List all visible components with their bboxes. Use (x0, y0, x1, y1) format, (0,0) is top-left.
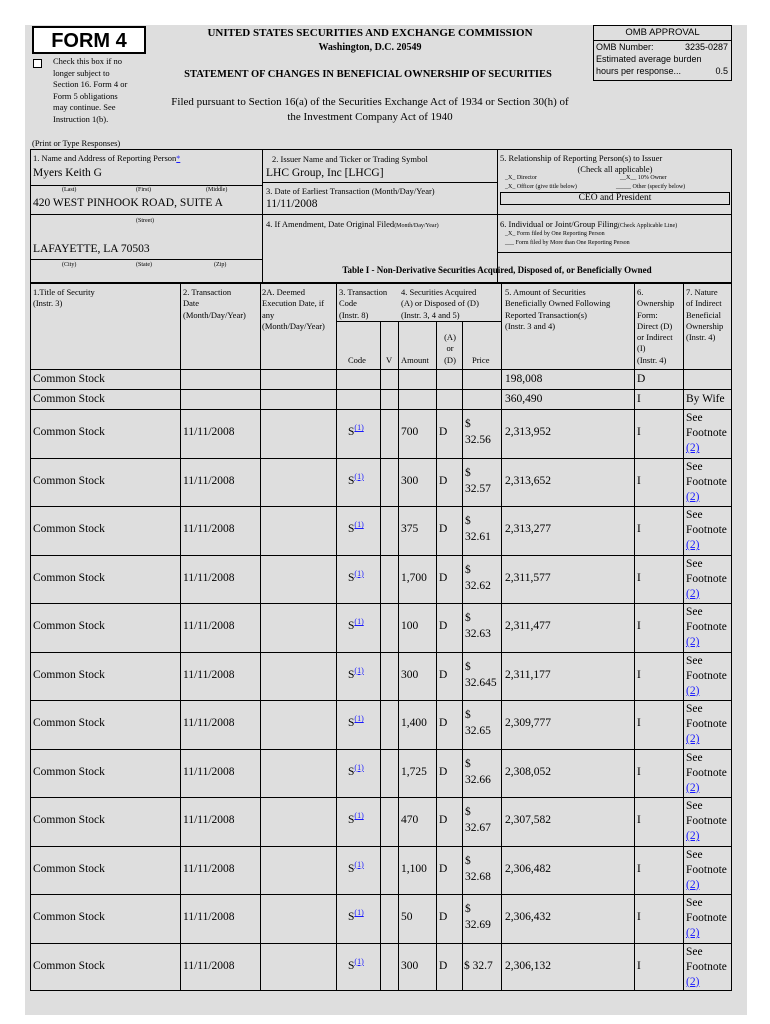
header-transaction-code (339, 287, 387, 321)
checkbox-instructions-line: Section 16. Form 4 or (53, 79, 128, 90)
officer-title-box (500, 192, 730, 205)
price-currency-symbol: $ (465, 854, 471, 867)
code-footnote-link[interactable]: (1) (354, 471, 364, 481)
transaction-code-letter: S (348, 814, 355, 827)
amount-owned: 2,308,052 (505, 765, 551, 778)
nature-footnote-link[interactable]: (2) (686, 781, 700, 794)
code-footnote-link[interactable]: (1) (354, 617, 364, 627)
transaction-code-letter: S (348, 426, 355, 439)
header-transaction-date-line: (Month/Day/Year) (183, 309, 246, 320)
city-label: (City) (62, 262, 77, 268)
transaction-code (348, 568, 364, 585)
acquired-or-disposed: D (439, 474, 448, 487)
transaction-price: $ 32.7 (464, 959, 493, 972)
header-amount-owned-line: Beneficially Owned Following (505, 298, 611, 309)
earliest-transaction-label: 3. Date of Earliest Transaction (Month/Day/Year) (266, 186, 435, 196)
ownership-form: I (637, 523, 641, 536)
header-title-of-security-line: (Instr. 3) (33, 298, 63, 309)
transaction-amount: 375 (401, 523, 419, 536)
header-ownership-form-line: or Indirect (637, 332, 673, 343)
acquired-or-disposed: D (439, 668, 448, 681)
table-row (0, 797, 770, 846)
transaction-code (348, 762, 364, 779)
header-transaction-code-line: 3. Transaction (339, 287, 388, 297)
transaction-amount: 300 (401, 474, 419, 487)
other-option: _____ Other (specify below) (616, 184, 686, 190)
transaction-date: 11/11/2008 (183, 814, 235, 827)
nature-of-ownership: See (686, 557, 703, 570)
ownership-form: I (637, 620, 641, 633)
table-row (0, 943, 770, 992)
transaction-code-letter: S (348, 959, 355, 972)
transaction-amount: 1,725 (401, 765, 427, 778)
ownership-form: I (637, 862, 641, 875)
transaction-code (348, 910, 364, 924)
officer-title: CEO and President (578, 193, 652, 203)
header-acquired-disposed-line: (D) (444, 354, 456, 365)
director-option: _X_ Director (505, 175, 537, 181)
ten-percent-owner-option: __X__ 10% Owner (620, 175, 667, 181)
amount-owned: 2,307,582 (505, 814, 551, 827)
code-footnote-link[interactable]: (1) (354, 908, 364, 918)
transaction-price: 32.645 (465, 676, 497, 689)
table-row (0, 749, 770, 798)
header-transaction-date-line: Date (183, 298, 200, 309)
ownership-form: I (637, 911, 641, 924)
header-deemed-execution-date-line: any (262, 309, 275, 320)
header-ownership-form-line: Form: (637, 309, 658, 320)
nature-of-ownership: Footnote (686, 669, 727, 682)
security-title: Common Stock (33, 474, 105, 487)
header-title-of-security (33, 287, 95, 310)
transaction-amount: 470 (401, 814, 419, 827)
transaction-code-letter: S (348, 571, 355, 584)
amount-owned: 2,306,132 (505, 959, 551, 972)
amount-owned: 2,313,652 (505, 474, 551, 487)
header-amount-owned-line: (Instr. 3 and 4) (505, 320, 556, 331)
price-currency-symbol: $ (465, 709, 471, 722)
table-row (0, 506, 770, 555)
header-deemed-execution-date (262, 287, 325, 332)
acquired-or-disposed: D (439, 717, 448, 730)
transaction-date: 11/11/2008 (183, 862, 235, 875)
transaction-code (348, 956, 364, 973)
nature-of-ownership: See (686, 800, 703, 813)
filed-pursuant-line2: the Investment Company Act of 1940 (287, 111, 453, 123)
price-currency-symbol: $ (465, 612, 471, 625)
table-row (0, 846, 770, 895)
security-title: Common Stock (33, 814, 105, 827)
price-currency-symbol: $ (465, 806, 471, 819)
header-ownership-form-line: 6. (637, 287, 644, 297)
nature-of-ownership: Footnote (686, 863, 727, 876)
security-title: Common Stock (33, 862, 105, 875)
omb-number-value: 3235-0287 (684, 42, 728, 52)
transaction-code (348, 522, 364, 536)
last-label: (Last) (62, 187, 77, 193)
transaction-amount: 50 (401, 911, 413, 924)
header-transaction-code-line: Code (339, 298, 357, 309)
transaction-price: 32.65 (465, 725, 491, 738)
acquired-or-disposed: D (439, 862, 448, 875)
print-note: (Print or Type Responses) (32, 138, 121, 148)
relationship-label: 5. Relationship of Reporting Person(s) to Issuer (500, 153, 663, 163)
reporting-person-name: Myers Keith G (33, 167, 102, 179)
transaction-code-letter: S (348, 911, 355, 924)
amount-owned: 2,313,952 (505, 426, 551, 439)
transaction-code-letter: S (348, 474, 355, 487)
transaction-code (348, 471, 364, 488)
nature-of-ownership: See (686, 509, 703, 522)
nature-of-ownership: Footnote (686, 572, 727, 585)
security-title: Common Stock (33, 571, 105, 584)
transaction-date: 11/11/2008 (183, 426, 235, 439)
transaction-code-letter: S (348, 523, 355, 536)
header-securities-acquired-line: (A) or Disposed of (D) (401, 298, 479, 309)
header-acquired-disposed-line: (A) (444, 332, 456, 342)
header-nature-of-ownership (686, 287, 723, 343)
header-nature-of-ownership-line: of Indirect (686, 298, 722, 309)
transaction-date: 11/11/2008 (183, 523, 235, 536)
code-footnote-link[interactable]: (1) (354, 956, 364, 966)
transaction-date: 11/11/2008 (183, 668, 235, 681)
officer-option: _X_ Officer (give title below) (505, 184, 577, 190)
table-row (0, 603, 770, 652)
street-label: (Street) (136, 218, 154, 224)
header-securities-acquired-line: (Instr. 3, 4 and 5) (401, 309, 460, 320)
state-label: (State) (136, 262, 152, 268)
earliest-transaction-date: 11/11/2008 (266, 198, 318, 210)
ownership-form: I (637, 668, 641, 681)
transaction-amount: 300 (401, 959, 419, 972)
nature-of-ownership: See (686, 897, 703, 910)
ownership-form: I (637, 571, 641, 584)
checkbox-instructions-line: Form 5 obligations (53, 90, 118, 101)
security-title: Common Stock (33, 765, 105, 778)
security-title: Common Stock (33, 523, 105, 536)
transaction-code-letter: S (348, 862, 355, 875)
nature-of-ownership: By Wife (686, 393, 725, 405)
transaction-date: 11/11/2008 (183, 571, 235, 584)
table-row (0, 555, 770, 604)
amendment-label: 4. If Amendment, Date Original Filed(Month/Day/Year) (266, 219, 439, 229)
nature-of-ownership: Footnote (686, 718, 727, 731)
checkbox-instructions-line: longer subject to (53, 67, 110, 78)
ownership-form: D (637, 373, 646, 385)
checkbox-instructions-line: Check this box if no (53, 56, 122, 66)
transaction-date: 11/11/2008 (183, 474, 235, 487)
nature-footnote-link[interactable]: (2) (686, 927, 700, 940)
checkbox-instructions (53, 56, 153, 126)
nature-of-ownership: Footnote (686, 960, 727, 973)
table-rule (336, 321, 501, 322)
transaction-price: 32.69 (465, 919, 491, 932)
checkbox-instructions-line: may continue. See (53, 102, 116, 113)
header-securities-acquired (401, 287, 479, 321)
ownership-form: I (637, 765, 641, 778)
first-label: (First) (136, 187, 151, 193)
security-title: Common Stock (33, 426, 105, 439)
nature-of-ownership: Footnote (686, 524, 727, 537)
transaction-code (348, 813, 364, 827)
table-row (0, 700, 770, 749)
nature-of-ownership: See (686, 848, 703, 861)
transaction-code (348, 859, 364, 876)
checkbox-instructions-line: Instruction 1(b). (53, 113, 109, 124)
transaction-price: 32.68 (465, 870, 491, 883)
transaction-code-letter: S (348, 765, 355, 778)
issuer-name: LHC Group, Inc [LHCG] (266, 167, 384, 179)
form-title: FORM 4 (51, 30, 127, 52)
omb-number-label: OMB Number: (596, 42, 654, 52)
city-state-zip: LAFAYETTE, LA 70503 (33, 243, 150, 255)
transaction-amount: 1,100 (401, 862, 427, 875)
zip-label: (Zip) (214, 262, 227, 268)
acquired-or-disposed: D (439, 426, 448, 439)
nature-footnote-link[interactable]: (2) (686, 636, 700, 649)
nature-of-ownership: Footnote (686, 621, 727, 634)
code-footnote-link[interactable]: (1) (354, 859, 364, 869)
table-row (0, 458, 770, 507)
nature-of-ownership: See (686, 945, 703, 958)
code-footnote-link[interactable]: (1) (354, 665, 364, 675)
transaction-price: 32.66 (465, 773, 491, 786)
security-title: Common Stock (33, 717, 105, 730)
header-title-of-security-line: 1.Title of Security (33, 287, 95, 297)
table-row (0, 369, 770, 389)
nature-of-ownership: Footnote (686, 912, 727, 925)
header-code: Code (348, 355, 366, 365)
form-title-box (32, 26, 146, 54)
header-securities-acquired-line: 4. Securities Acquired (401, 287, 477, 297)
header-transaction-code-line: (Instr. 8) (339, 309, 369, 320)
amount-owned: 2,306,482 (505, 862, 551, 875)
ownership-form: I (637, 814, 641, 827)
transaction-amount: 300 (401, 668, 419, 681)
transaction-code-letter: S (348, 717, 355, 730)
amount-owned: 2,306,432 (505, 911, 551, 924)
filing-option-one: _X_ Form filed by One Reporting Person (505, 231, 605, 237)
price-currency-symbol: $ (465, 660, 471, 673)
omb-approval-box (593, 25, 732, 81)
nature-footnote-link[interactable]: (2) (686, 733, 700, 746)
transaction-price: 32.61 (465, 531, 491, 544)
header-price: Price (472, 355, 490, 365)
transaction-code-letter: S (348, 668, 355, 681)
nature-of-ownership: Footnote (686, 427, 727, 440)
table-row (0, 652, 770, 701)
filed-pursuant-line1: Filed pursuant to Section 16(a) of the Securities Exchange Act of 1934 or Section 30(h) of (171, 96, 569, 108)
price-currency-symbol: $ (465, 757, 471, 770)
nature-of-ownership: See (686, 751, 703, 764)
code-footnote-link[interactable]: (1) (354, 714, 364, 724)
transaction-code-letter: S (348, 620, 355, 633)
price-currency-symbol: $ (465, 466, 471, 479)
code-footnote-link[interactable]: (1) (354, 568, 364, 578)
acquired-or-disposed: D (439, 765, 448, 778)
transaction-price: 32.62 (465, 579, 491, 592)
amount-owned: 2,311,177 (505, 668, 551, 681)
transaction-date: 11/11/2008 (183, 911, 235, 924)
transaction-price: 32.67 (465, 822, 491, 835)
price-currency-symbol: $ (465, 563, 471, 576)
transaction-date: 11/11/2008 (183, 959, 235, 972)
header-transaction-date-line: 2. Transaction (183, 287, 232, 297)
amount-owned: 198,008 (505, 373, 543, 385)
transaction-amount: 100 (401, 620, 419, 633)
price-currency-symbol: $ (465, 515, 471, 528)
nature-of-ownership: See (686, 606, 703, 619)
transaction-price: 32.57 (465, 482, 491, 495)
table1-title: Table I - Non-Derivative Securities Acquired, Disposed of, or Beneficially Owned (342, 265, 652, 275)
agency-location: Washington, D.C. 20549 (318, 42, 422, 53)
header-nature-of-ownership-line: (Instr. 4) (686, 332, 716, 343)
acquired-or-disposed: D (439, 959, 448, 972)
nature-of-ownership: See (686, 460, 703, 473)
acquired-or-disposed: D (439, 814, 448, 827)
nature-of-ownership: See (686, 412, 703, 425)
header-acquired-disposed-line: or (446, 343, 454, 354)
transaction-amount: 1,700 (401, 571, 427, 584)
agency-name: UNITED STATES SECURITIES AND EXCHANGE COMMISSION (207, 27, 533, 39)
ownership-form: I (637, 474, 641, 487)
acquired-or-disposed: D (439, 620, 448, 633)
header-amount-owned-line: 5. Amount of Securities (505, 287, 586, 297)
ownership-form: I (637, 426, 641, 439)
nature-of-ownership: See (686, 703, 703, 716)
header-ownership-form-line: (Instr. 4) (637, 354, 667, 365)
header-ownership-form-line: (I) (637, 343, 646, 354)
code-footnote-link[interactable]: (1) (354, 423, 364, 433)
amount-owned: 2,309,777 (505, 717, 551, 730)
omb-burden-hours-label: hours per response... (596, 66, 682, 76)
issuer-label: 2. Issuer Name and Ticker or Trading Symbol (272, 154, 428, 164)
security-title: Common Stock (33, 668, 105, 681)
code-footnote-link[interactable]: (1) (354, 762, 364, 772)
nature-footnote-link[interactable]: (2) (686, 490, 700, 503)
code-footnote-link[interactable]: (1) (354, 520, 364, 530)
nature-footnote-link[interactable]: (2) (686, 830, 700, 843)
reporting-person-label: 1. Name and Address of Reporting Person* (33, 153, 181, 163)
header-v: V (386, 355, 393, 365)
transaction-date: 11/11/2008 (183, 717, 235, 730)
security-title: Common Stock (33, 393, 105, 405)
header-nature-of-ownership-line: Ownership (686, 320, 724, 331)
ownership-form: I (637, 717, 641, 730)
amount-owned: 2,311,477 (505, 620, 551, 633)
amount-owned: 2,313,277 (505, 523, 551, 536)
transaction-code (348, 716, 364, 730)
transaction-date: 11/11/2008 (183, 620, 235, 633)
code-footnote-link[interactable]: (1) (354, 811, 364, 821)
table-row (0, 409, 770, 458)
nature-footnote-link[interactable]: (2) (686, 539, 700, 552)
header-acquired-disposed (437, 332, 463, 366)
relationship-sub: (Check all applicable) (577, 164, 653, 174)
header-deemed-execution-date-line: Execution Date, if (262, 298, 325, 309)
ownership-form: I (637, 959, 641, 972)
omb-title: OMB APPROVAL (625, 27, 700, 38)
header-deemed-execution-date-line: (Month/Day/Year) (262, 320, 325, 331)
header-nature-of-ownership-line: 7. Nature (686, 287, 718, 297)
header-amount-owned-line: Reported Transaction(s) (505, 309, 587, 320)
acquired-or-disposed: D (439, 911, 448, 924)
middle-label: (Middle) (206, 187, 228, 193)
amount-owned: 360,490 (505, 393, 543, 405)
price-currency-symbol: $ (465, 903, 471, 916)
security-title: Common Stock (33, 911, 105, 924)
nature-of-ownership: See (686, 654, 703, 667)
nature-of-ownership: Footnote (686, 815, 727, 828)
table-row (0, 389, 770, 409)
acquired-or-disposed: D (439, 571, 448, 584)
header-ownership-form-line: Direct (D) (637, 320, 673, 331)
acquired-or-disposed: D (439, 523, 448, 536)
transaction-code (348, 665, 364, 682)
omb-burden-value: 0.5 (715, 66, 728, 76)
nature-of-ownership: Footnote (686, 766, 727, 779)
nature-footnote-link[interactable]: (2) (686, 684, 700, 697)
section16-checkbox[interactable] (33, 59, 42, 68)
statement-title: STATEMENT OF CHANGES IN BENEFICIAL OWNERSHIP OF SECURITIES (184, 69, 552, 80)
header-transaction-date (183, 287, 246, 321)
price-currency-symbol: $ (465, 418, 471, 431)
transaction-amount: 1,400 (401, 717, 427, 730)
nature-footnote-link[interactable]: (2) (686, 975, 700, 988)
transaction-date: 11/11/2008 (183, 765, 235, 778)
security-title: Common Stock (33, 373, 105, 385)
header-deemed-execution-date-line: 2A. Deemed (262, 287, 305, 297)
transaction-price: 32.63 (465, 628, 491, 641)
omb-burden-label: Estimated average burden (596, 54, 702, 64)
nature-of-ownership: Footnote (686, 475, 727, 488)
nature-footnote-link[interactable]: (2) (686, 587, 700, 600)
transaction-code (348, 619, 364, 633)
header-amount-owned (505, 287, 610, 332)
amount-owned: 2,311,577 (505, 571, 551, 584)
street-address: 420 WEST PINHOOK ROAD, SUITE A (33, 197, 223, 209)
transaction-price: 32.56 (465, 434, 491, 447)
ownership-form: I (637, 393, 641, 405)
header-nature-of-ownership-line: Beneficial (686, 309, 721, 320)
header-ownership-form (637, 287, 674, 366)
header-amount: Amount (401, 355, 429, 365)
transaction-code (348, 425, 364, 439)
security-title: Common Stock (33, 959, 105, 972)
table-row (0, 894, 770, 943)
filing-type-label: 6. Individual or Joint/Group Filing(Check Applicable Line) (500, 219, 678, 229)
filing-option-many: ___ Form filed by More than One Reporting Person (505, 240, 630, 246)
nature-footnote-link[interactable]: (2) (686, 878, 700, 891)
security-title: Common Stock (33, 620, 105, 633)
transaction-amount: 700 (401, 426, 419, 439)
nature-footnote-link[interactable]: (2) (686, 442, 700, 455)
reporting-person-footnote-link[interactable]: * (176, 154, 181, 163)
header-ownership-form-line: Ownership (637, 298, 675, 309)
